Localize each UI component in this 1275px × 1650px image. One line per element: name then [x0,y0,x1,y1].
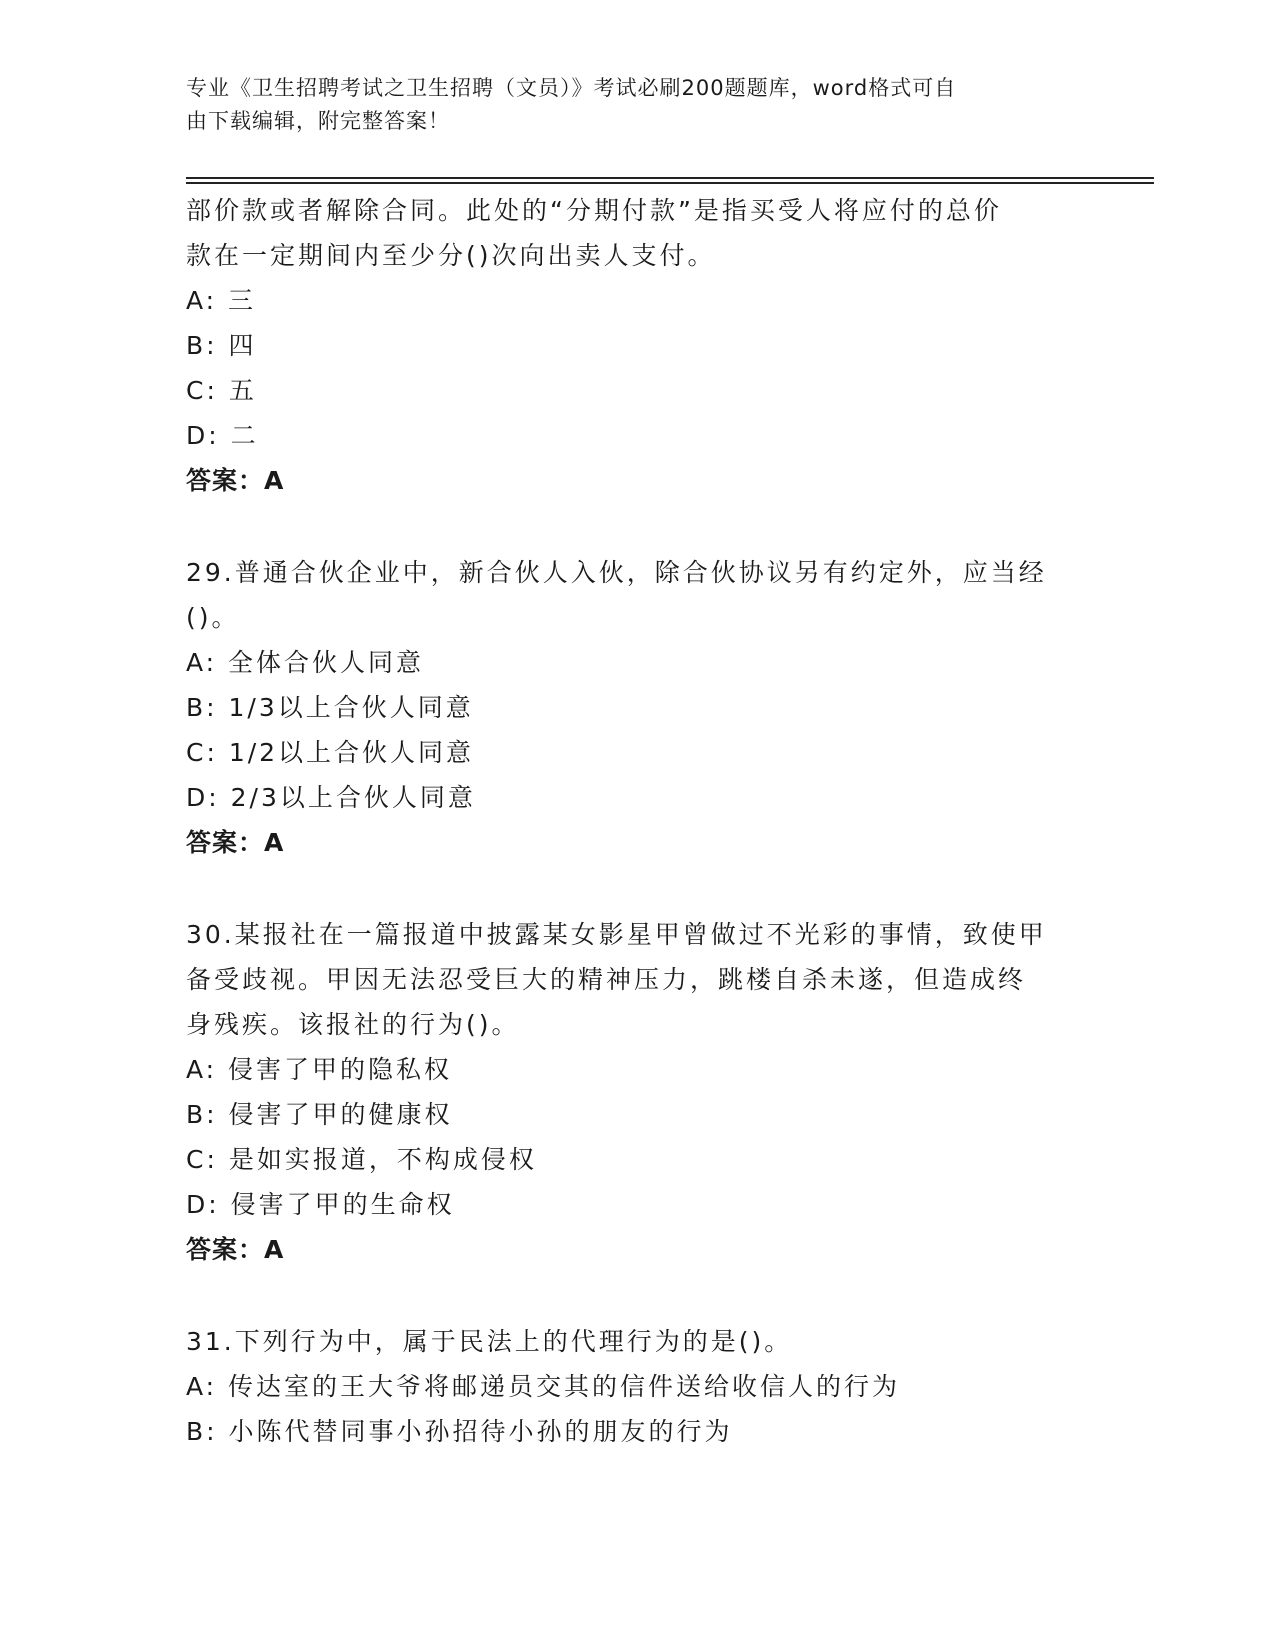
page-header [186,72,1066,138]
question-31 [186,1319,1086,1454]
question-text-line: 29.普通合伙企业中，新合伙人入伙，除合伙协议另有约定外，应当经 [186,558,1047,587]
option-a: A: 传达室的王大爷将邮递员交其的信件送给收信人的行为 [186,1372,901,1401]
option-d: D: 二 [186,421,259,450]
option-b: B: 小陈代替同事小孙招待小孙的朋友的行为 [186,1417,733,1446]
question-29 [186,550,1086,865]
answer: 答案：A [186,466,285,495]
option-a: A: 三 [186,286,257,315]
question-text-line: 30.某报社在一篇报道中披露某女影星甲曾做过不光彩的事情，致使甲 [186,920,1047,949]
answer: 答案：A [186,828,285,857]
option-b: B: 四 [186,331,257,360]
option-d: D: 2/3以上合伙人同意 [186,783,476,812]
header-divider-bottom [186,182,1154,184]
option-a: A: 侵害了甲的隐私权 [186,1055,453,1084]
option-c: C: 1/2以上合伙人同意 [186,738,475,767]
question-text-line: 31.下列行为中，属于民法上的代理行为的是()。 [186,1327,793,1356]
question-30 [186,912,1086,1272]
option-c: C: 是如实报道，不构成侵权 [186,1145,537,1174]
option-d: D: 侵害了甲的生命权 [186,1190,455,1219]
header-line-1: 专业《卫生招聘考试之卫生招聘（文员）》考试必刷200题题库，word格式可自 [186,76,957,100]
question-text-line: 款在一定期间内至少分()次向出卖人支付。 [186,241,716,270]
option-c: C: 五 [186,376,257,405]
option-b: B: 侵害了甲的健康权 [186,1100,453,1129]
question-text-line: ()。 [186,603,240,632]
question-text-line: 部价款或者解除合同。此处的“分期付款”是指买受人将应付的总价 [186,196,1002,225]
question-28 [186,188,1086,503]
question-text-line: 备受歧视。甲因无法忍受巨大的精神压力，跳楼自杀未遂，但造成终 [186,965,1027,994]
answer: 答案：A [186,1235,285,1264]
question-list [186,188,1086,1454]
header-divider-top [186,177,1154,179]
question-text-line: 身残疾。该报社的行为()。 [186,1010,520,1039]
option-a: A: 全体合伙人同意 [186,648,425,677]
header-line-2: 由下载编辑，附完整答案！ [186,109,450,133]
option-b: B: 1/3以上合伙人同意 [186,693,474,722]
